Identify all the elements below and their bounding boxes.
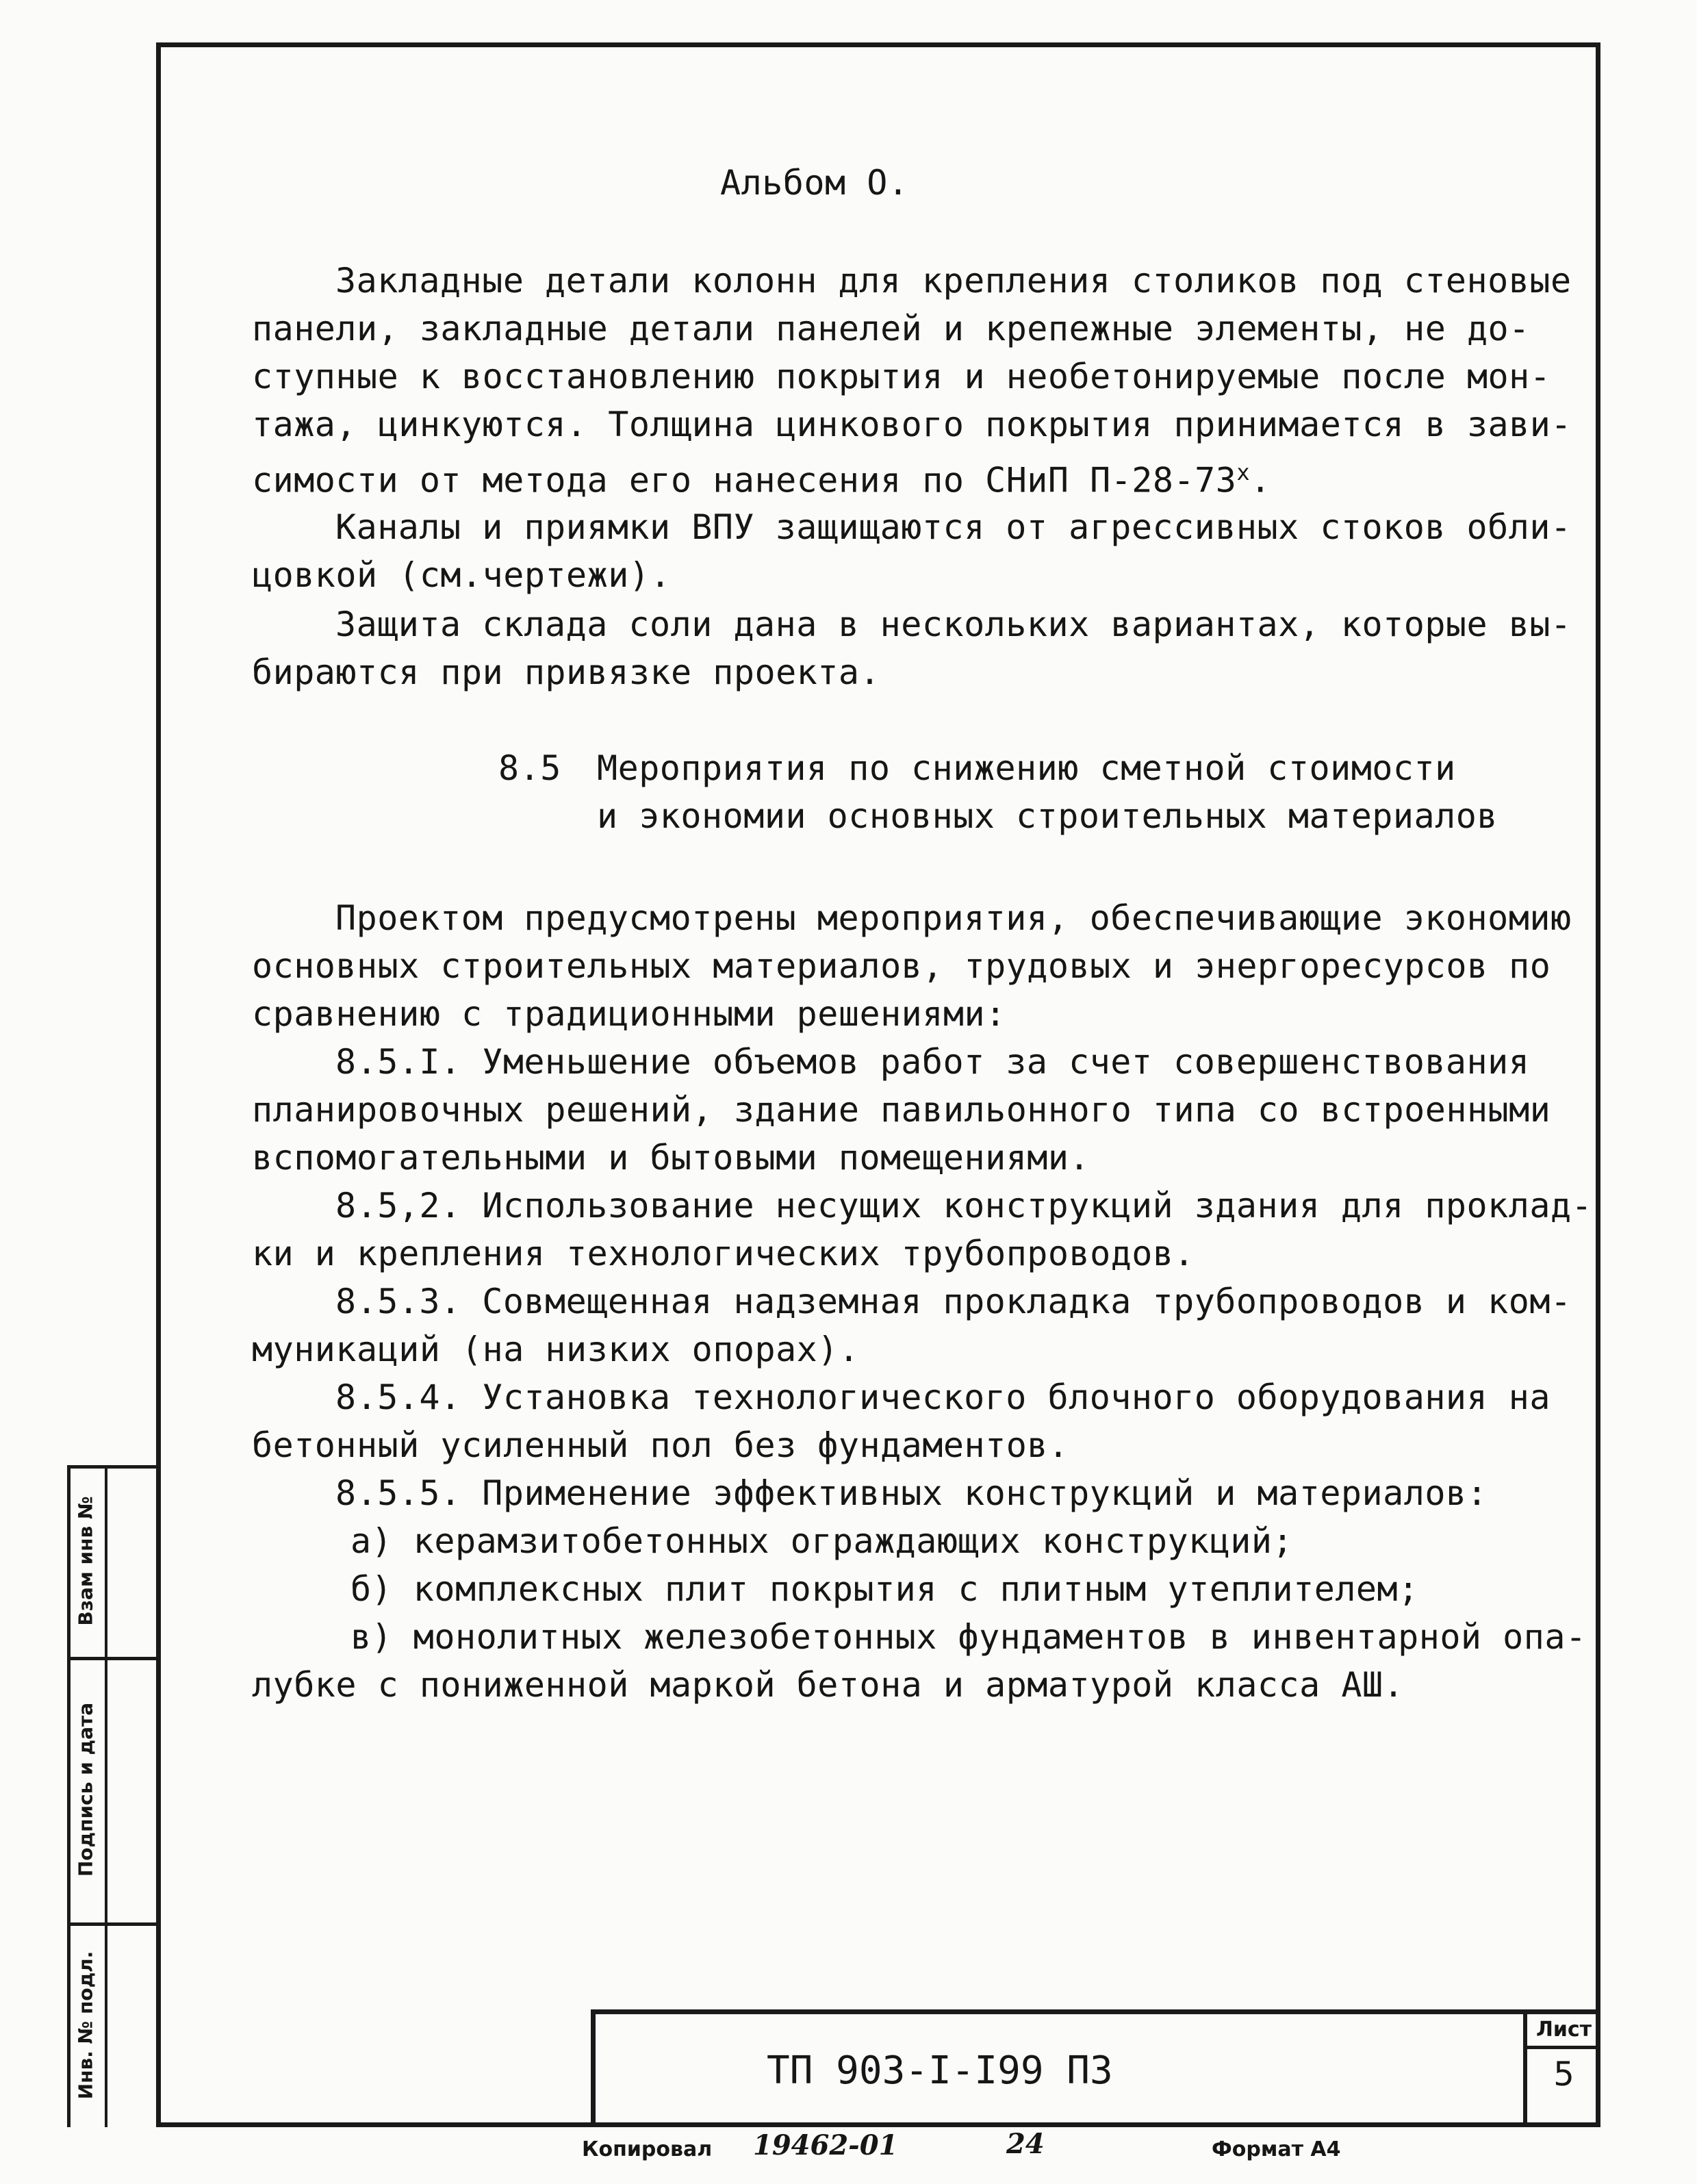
section-line: сравнению с традиционными решениями: [252, 994, 1006, 1034]
signature-date-label: Подпись и дата [74, 1702, 97, 1877]
stamp-strip [67, 1465, 156, 2127]
section-line: ки и крепления технологических трубопроводов. [252, 1234, 1195, 1273]
section-line: лубке с пониженной маркой бетона и арматурой класса АШ. [252, 1665, 1405, 1705]
stamp-strip-row-divider [67, 1922, 156, 1926]
snip-tail: . [1250, 460, 1271, 500]
paragraph-line-snip [252, 448, 1271, 505]
section-line: 8.5.3. Совмещенная надземная прокладка трубопроводов и ком- [335, 1282, 1572, 1321]
section-line: б) комплексных плит покрытия с плитным утеплителем; [350, 1569, 1419, 1609]
paragraph-line: цовкой (см.чертежи). [252, 555, 672, 595]
section-line: 8.5.5. Применение эффективных конструкций и материалов: [335, 1473, 1488, 1513]
section-line: в) монолитных железобетонных фундаментов в инвентарной опа- [350, 1617, 1587, 1657]
paragraph-line: Защита склада соли дана в нескольких вариантах, которые вы- [335, 605, 1572, 644]
snip-text: симости от метода его нанесения по СНиП П-28-73 [252, 460, 1237, 500]
paragraph-line: бираются при привязке проекта. [252, 652, 881, 692]
section-line: бетонный усиленный пол без фундаментов. [252, 1425, 1069, 1465]
copied-sheet: 24 [1006, 2128, 1045, 2160]
document-code: ТП 903-I-I99 ПЗ [767, 2048, 1113, 2093]
inv-no-label: Инв. № подл. [74, 1951, 97, 2100]
paragraph-line: панели, закладные детали панелей и крепежные элементы, не до- [252, 309, 1530, 348]
section-line: основных строительных материалов, трудовых и энергоресурсов по [252, 946, 1551, 986]
format-label: Формат А4 [1212, 2137, 1341, 2161]
snip-superscript: х [1236, 459, 1251, 485]
stamp-strip-divider [105, 1465, 107, 2127]
section-line: вспомогательными и бытовыми помещениями. [252, 1138, 1090, 1178]
section-line: 8.5.I. Уменьшение объемов работ за счет совершенствования [335, 1042, 1530, 1082]
section-line: Проектом предусмотрены мероприятия, обеспечивающие экономию [335, 898, 1572, 938]
sheet-number: 5 [1553, 2055, 1574, 2094]
title-block [591, 2009, 1600, 2127]
section-number: 8.5 [498, 748, 561, 788]
paragraph-line: ступные к восстановлению покрытия и необетонируемые после мон- [252, 357, 1551, 396]
copied-label: Копировал [582, 2137, 713, 2161]
sheet-cell [1523, 2014, 1600, 2127]
section-title-line1: Мероприятия по снижению сметной стоимости [597, 748, 1456, 788]
section-line: 8.5,2. Использование несущих конструкций здания для проклад- [335, 1186, 1593, 1226]
paragraph-line: Закладные детали колонн для крепления столиков под стеновые [335, 261, 1572, 301]
album-heading: Альбом О. [720, 163, 909, 203]
stamp-strip-row-divider [67, 1657, 156, 1660]
section-title-line2: и экономии основных строительных материалов [597, 796, 1498, 836]
sheet-label: Лист [1527, 2014, 1600, 2049]
section-line: 8.5.4. Установка технологического блочного оборудования на [335, 1377, 1551, 1417]
paragraph-line: тажа, цинкуются. Толщина цинкового покрытия принимается в зави- [252, 405, 1572, 444]
paragraph-line: Каналы и приямки ВПУ защищаются от агрессивных стоков обли- [335, 507, 1572, 547]
replace-inv-label: Взам инв № [74, 1496, 97, 1626]
section-line: а) керамзитобетонных ограждающих конструкций; [350, 1521, 1294, 1561]
copied-number: 19462-01 [753, 2129, 898, 2161]
section-line: муникаций (на низких опорах). [252, 1330, 860, 1369]
section-line: планировочных решений, здание павильонного типа со встроенными [252, 1090, 1551, 1130]
